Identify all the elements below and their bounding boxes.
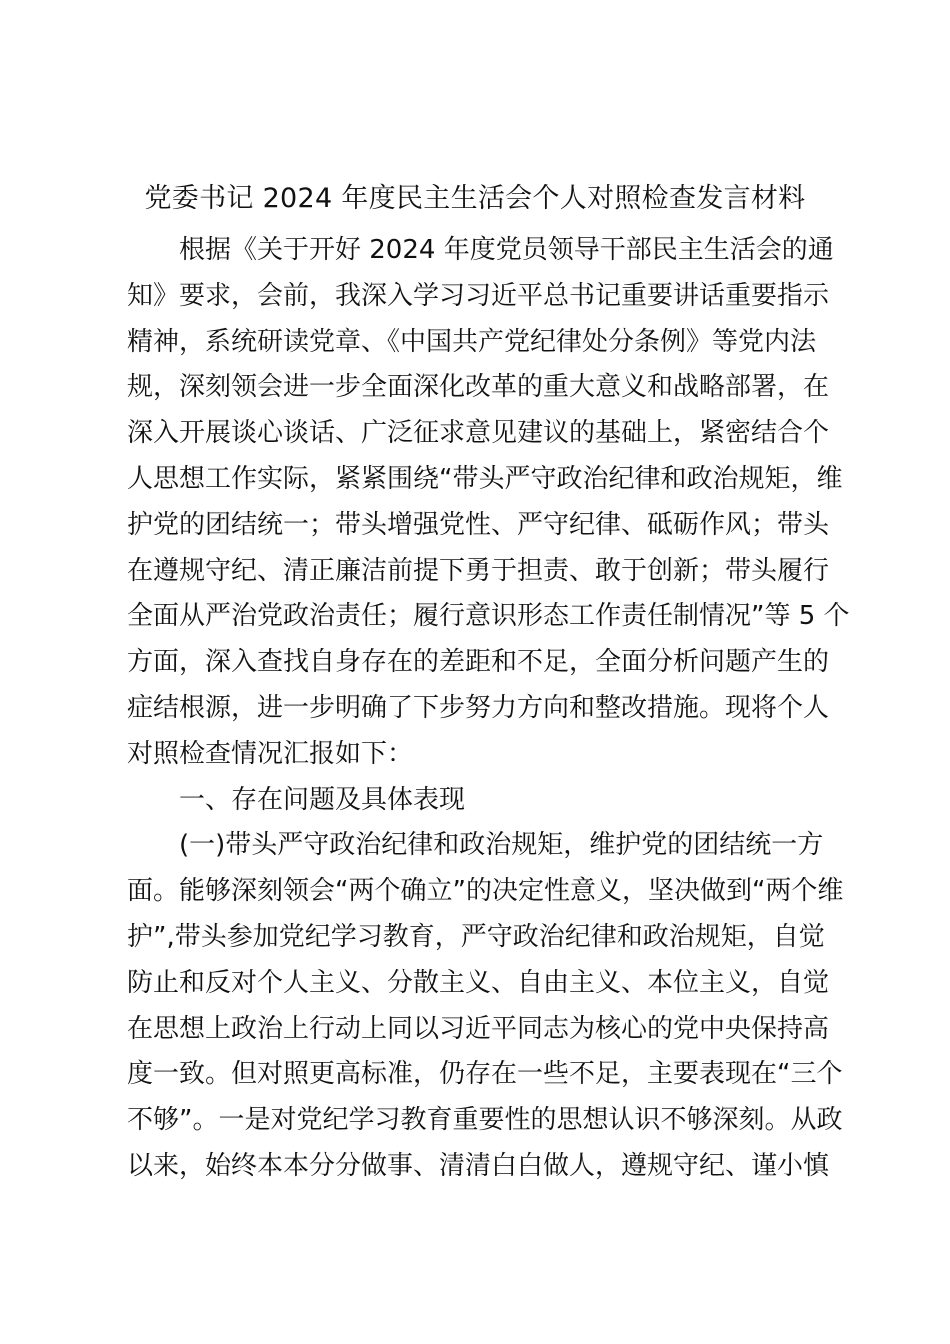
text-line: 防止和反对个人主义、分散主义、自由主义、本位主义，自觉	[127, 967, 830, 998]
text-line: 根据《关于开好 2024 年度党员领导干部民主生活会的通	[179, 235, 834, 265]
text-line: 精神，系统研读党章、《中国共产党纪律处分条例》等党内法	[127, 326, 817, 357]
text-line: 护”,带头参加党纪学习教育，严守政治纪律和政治规矩，自觉	[127, 921, 825, 952]
text-line: 在思想上政治上行动上同以习近平同志为核心的党中央保持高	[127, 1013, 830, 1044]
text-line: 以来，始终本本分分做事、清清白白做人，遵规守纪、谨小慎	[127, 1150, 830, 1181]
section-heading: 一、存在问题及具体表现	[179, 784, 466, 815]
text-line: 不够”。一是对党纪学习教育重要性的思想认识不够深刻。从政	[127, 1105, 843, 1136]
text-line: 在遵规守纪、清正廉洁前提下勇于担责、敢于创新；带头履行	[127, 555, 830, 586]
text-line: 度一致。但对照更高标准，仍存在一些不足，主要表现在“三个	[127, 1059, 843, 1090]
text-line: 深入开展谈心谈话、广泛征求意见建议的基础上，紧密结合个	[127, 418, 830, 449]
text-line: 面。能够深刻领会“两个确立”的决定性意义，坚决做到“两个维	[127, 876, 844, 907]
section-paragraph	[127, 823, 844, 1189]
text-line: 知》要求，会前，我深入学习习近平总书记重要讲话重要指示	[127, 280, 830, 311]
intro-paragraph	[127, 228, 850, 778]
document-body	[127, 228, 850, 1190]
text-line: 全面从严治党政治责任；履行意识形态工作责任制情况”等 5 个	[127, 601, 850, 632]
text-line: 对照检查情况汇报如下：	[127, 738, 414, 769]
text-line: 症结根源，进一步明确了下步努力方向和整改措施。现将个人	[127, 692, 830, 723]
section-heading-paragraph	[127, 778, 831, 824]
text-line: 方面，深入查找自身存在的差距和不足，全面分析问题产生的	[127, 647, 830, 678]
text-line: (一)带头严守政治纪律和政治规矩，维护党的团结统一方	[179, 830, 824, 861]
text-line: 规，深刻领会进一步全面深化改革的重大意义和战略部署，在	[127, 372, 830, 403]
text-line: 护党的团结统一；带头增强党性、严守纪律、砥砺作风；带头	[127, 509, 830, 540]
document-title: 党委书记 2024 年度民主生活会个人对照检查发言材料	[144, 183, 806, 214]
text-line: 人思想工作实际，紧紧围绕“带头严守政治纪律和政治规矩，维	[127, 463, 843, 494]
